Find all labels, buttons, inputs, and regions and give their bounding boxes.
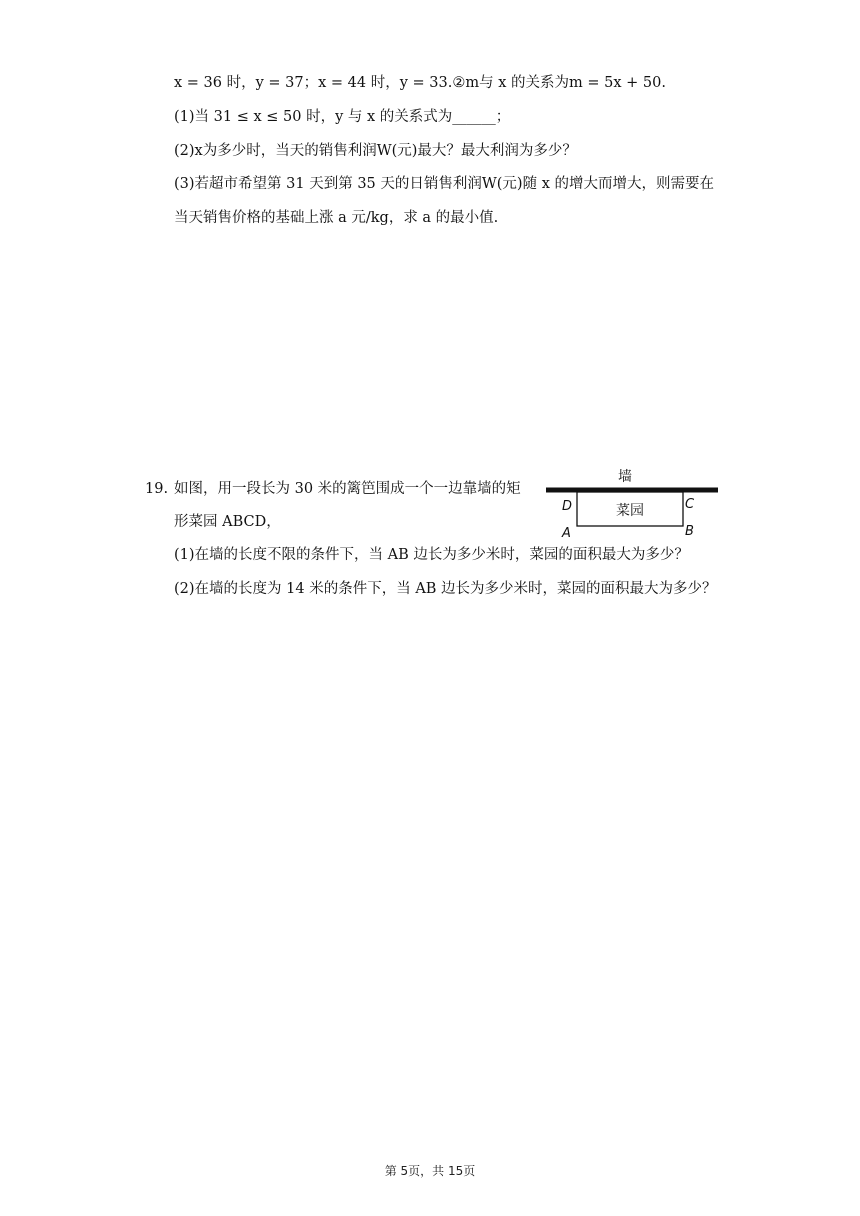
problem-19-question-2: (2)在墙的长度为 14 米的条件下，当 AB 边长为多少米时，菜园的面积最大为多少？ xyxy=(174,581,717,597)
page-footer: 第 5页，共 15页 xyxy=(384,1164,476,1178)
continuation-question-2: (2)x为多少时，当天的销售利润W(元)最大？最大利润为多少？ xyxy=(174,143,577,159)
problem-19-question-1: (1)在墙的长度不限的条件下，当 AB 边长为多少米时，菜园的面积最大为多少？ xyxy=(174,547,689,563)
garden-label: 菜园 xyxy=(616,503,644,519)
continuation-line-1: x = 36 时，y = 37；x = 44 时，y = 33.②m与 x 的关系为m = 5x + 50. xyxy=(174,75,666,91)
wall-label: 墙 xyxy=(618,469,632,485)
continuation-question-3-line-2: 当天销售价格的基础上涨 a 元/kg，求 a 的最小值. xyxy=(174,210,499,226)
vertex-label-c: C xyxy=(685,497,695,512)
garden-figure xyxy=(542,464,722,540)
vertex-label-a: A xyxy=(562,526,571,540)
vertex-label-b: B xyxy=(685,524,694,539)
continuation-question-3-line-1: (3)若超市希望第 31 天到第 35 天的日销售利润W(元)随 x 的增大而增大，则需要在 xyxy=(174,176,714,192)
problem-19-stem-line-2: 形菜园 ABCD， xyxy=(174,514,281,530)
problem-19-number: 19. xyxy=(145,481,169,497)
continuation-question-1: (1)当 31 ≤ x ≤ 50 时，y 与 x 的关系式为______； xyxy=(174,109,511,125)
vertex-label-d: D xyxy=(562,499,573,514)
problem-19-stem-line-1: 如图，用一段长为 30 米的篱笆围成一个一边靠墙的矩 xyxy=(174,481,521,497)
